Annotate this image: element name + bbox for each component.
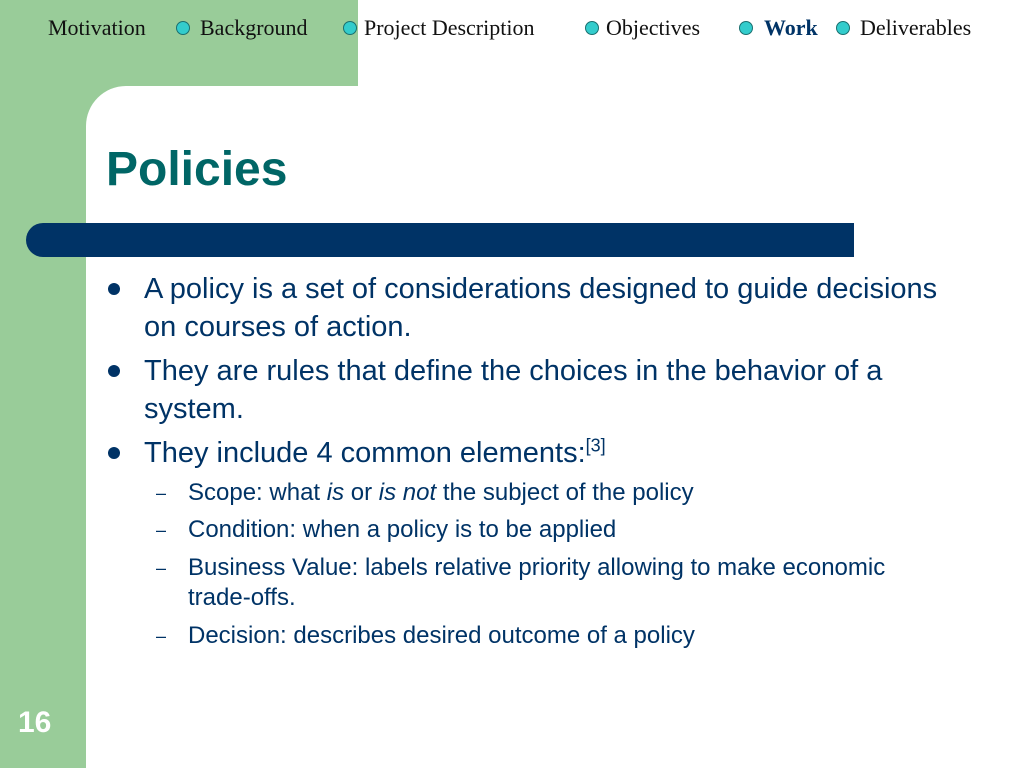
title-underline-bar — [26, 223, 853, 257]
nav-item-motivation[interactable]: Motivation — [48, 15, 146, 40]
page-number: 16 — [18, 706, 52, 739]
nav-separator-dot-icon — [343, 21, 357, 35]
bullet-dot-icon — [108, 447, 120, 459]
nav-separator-dot-icon — [176, 21, 190, 35]
bullet-item — [108, 270, 938, 346]
emphasis-text: is not — [378, 479, 437, 506]
section-navigation — [0, 0, 1024, 58]
sub-bullet-text — [188, 478, 936, 508]
sub-bullet-item — [156, 553, 936, 613]
slide-title: Policies — [106, 143, 288, 196]
bullet-text — [144, 434, 938, 472]
sub-bullet-item — [156, 478, 936, 508]
sub-bullet-text: Business Value: labels relative priority allowing to make economic trade-offs. — [188, 554, 886, 611]
bullet-dot-icon — [108, 283, 120, 295]
citation-superscript: [3] — [585, 435, 606, 456]
nav-item-work[interactable]: Work — [764, 15, 818, 40]
bullet-item — [108, 352, 938, 428]
nav-item-objectives[interactable]: Objectives — [606, 15, 701, 40]
emphasis-text: is — [326, 479, 345, 506]
text-segment: or — [344, 479, 379, 506]
title-underline-bar-end — [845, 223, 854, 257]
nav-item-project-description[interactable]: Project Description — [364, 15, 535, 40]
sub-bullet-item — [156, 621, 936, 651]
sub-bullet-dash-icon: – — [156, 520, 167, 540]
nav-item-background[interactable]: Background — [200, 15, 308, 40]
bullet-text-main: They include 4 common elements: — [144, 437, 586, 469]
sub-bullet-dash-icon: – — [156, 558, 167, 578]
bullet-text: A policy is a set of considerations designed to guide decisions on courses of action. — [144, 273, 938, 343]
sub-bullet-item — [156, 515, 936, 545]
nav-separator-dot-icon — [585, 21, 599, 35]
sidebar-green-strip — [0, 0, 86, 768]
nav-separator-dot-icon — [836, 21, 850, 35]
text-segment: the subject of the policy — [436, 479, 694, 506]
bullet-dot-icon — [108, 365, 120, 377]
nav-separator-dot-icon — [739, 21, 753, 35]
text-segment: Scope: what — [188, 479, 327, 506]
sub-bullet-text: Decision: describes desired outcome of a policy — [188, 622, 695, 649]
bullet-text: They are rules that define the choices in the behavior of a system. — [144, 355, 883, 425]
sub-bullet-dash-icon: – — [156, 483, 167, 503]
sub-bullet-dash-icon: – — [156, 626, 167, 646]
bullet-item — [108, 434, 938, 472]
nav-item-deliverables[interactable]: Deliverables — [860, 15, 972, 40]
sub-bullet-text: Condition: when a policy is to be applied — [188, 516, 617, 543]
